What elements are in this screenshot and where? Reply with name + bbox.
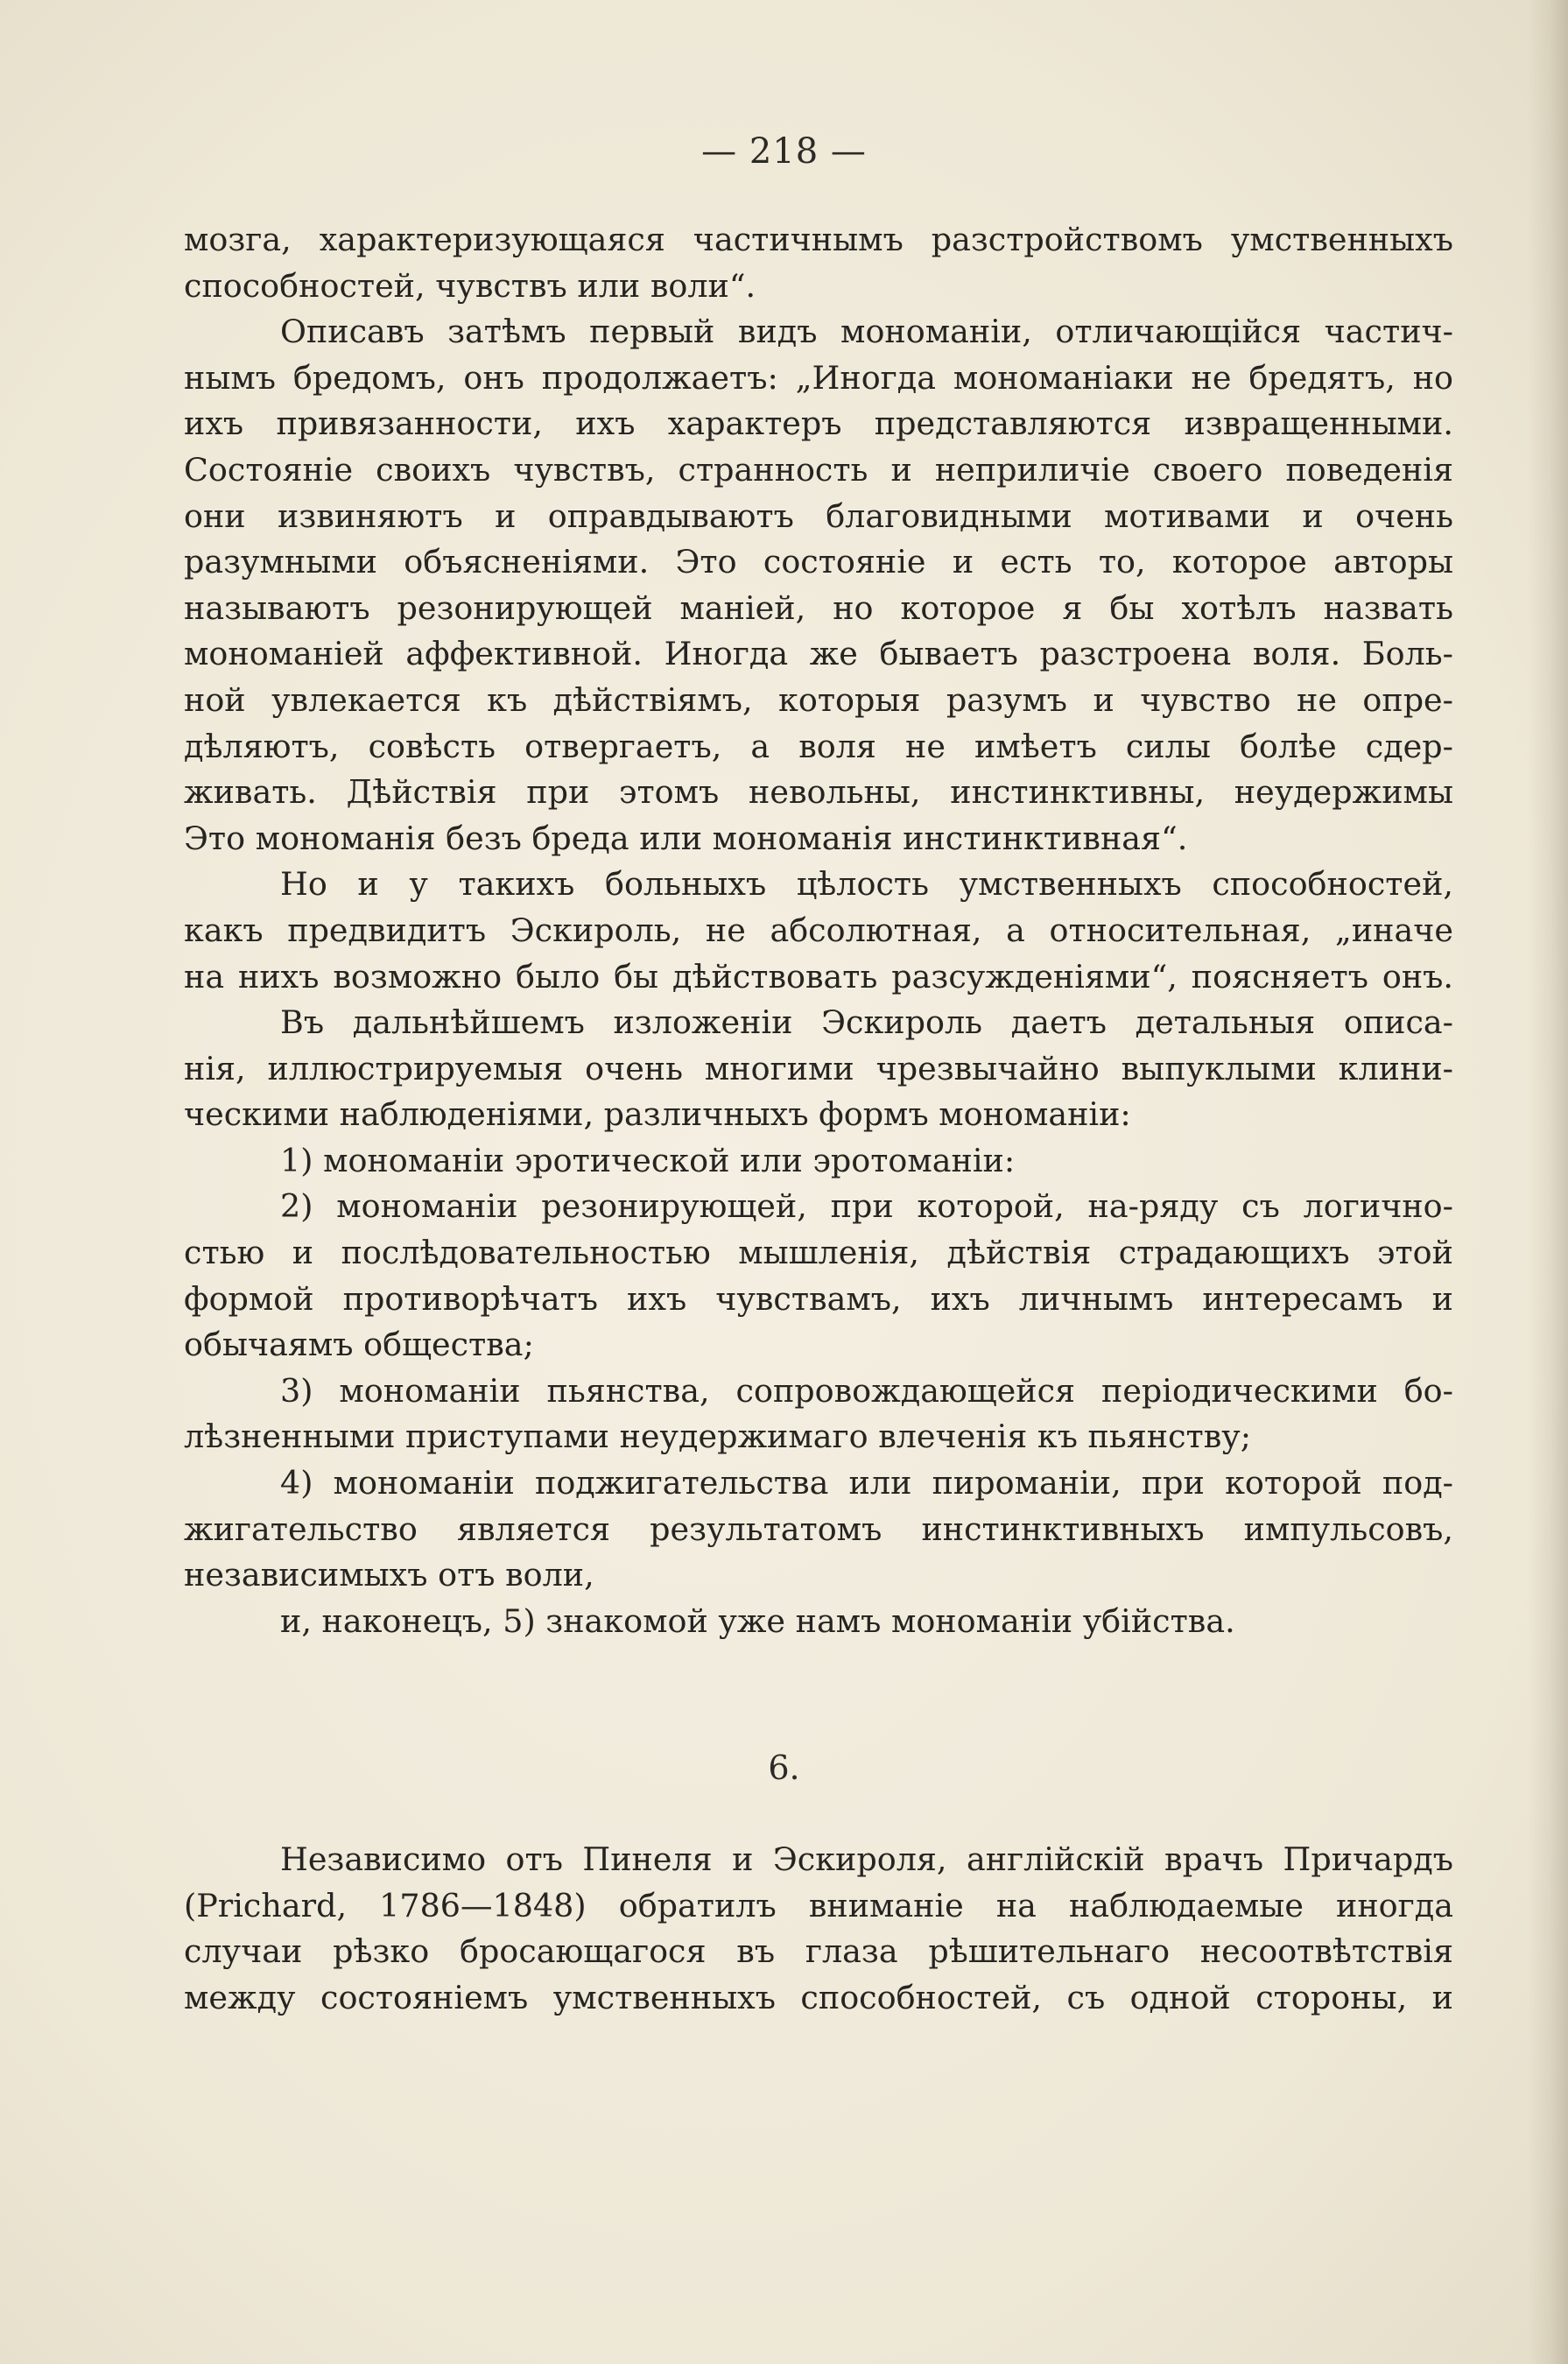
text-line: Но и у такихъ больныхъ цѣлость умственныхъ способностей, bbox=[280, 865, 1453, 904]
text-line: ной увлекается къ дѣйствіямъ, которыя разумъ и чувство не опре- bbox=[184, 680, 1453, 719]
text-line: дѣляютъ, совѣсть отвергаетъ, а воля не имѣетъ силы болѣе сдер- bbox=[184, 727, 1453, 765]
text-line: ихъ привязанности, ихъ характеръ представляются извращенными. bbox=[184, 405, 1453, 443]
text-line: и, наконецъ, 5) знакомой уже намъ мономаніи убійства. bbox=[280, 1601, 1235, 1640]
text-line: живать. Дѣйствія при этомъ невольны, инстинктивны, неудержимы bbox=[184, 773, 1453, 812]
text-line: какъ предвидитъ Эскироль, не абсолютная, а относительная, „иначе bbox=[184, 911, 1453, 949]
text-line: Описавъ затѣмъ первый видъ мономаніи, отличающійся частич- bbox=[280, 313, 1453, 351]
text-line: мозга, характеризующаяся частичнымъ разстройствомъ умственныхъ bbox=[184, 221, 1453, 258]
page-number: — 218 — bbox=[701, 131, 867, 172]
body-text-block bbox=[184, 217, 1453, 1644]
text-line: 1) мономаніи эротической или эротоманіи: bbox=[280, 1141, 1016, 1179]
text-line: формой противорѣчатъ ихъ чувствамъ, ихъ личнымъ интересамъ и bbox=[184, 1279, 1453, 1318]
text-line: мономаніей аффективной. Иногда же бываетъ разстроена воля. Боль- bbox=[184, 635, 1453, 673]
text-line: называютъ резонирующей маніей, но которое я бы хотѣлъ назвать bbox=[184, 588, 1453, 627]
text-line: Это мономанія безъ бреда или мономанія инстинктивная“. bbox=[184, 819, 1188, 857]
text-line: (Prichard, 1786—1848) обратилъ вниманіе на наблюдаемые иногда bbox=[184, 1886, 1453, 1924]
text-line: способностей, чувствъ или воли“. bbox=[184, 266, 756, 305]
text-line: Въ дальнѣйшемъ изложеніи Эскироль даетъ детальныя описа- bbox=[280, 1003, 1453, 1042]
text-line: стью и послѣдовательностью мышленія, дѣйствія страдающихъ этой bbox=[184, 1234, 1453, 1272]
section-text-block bbox=[184, 1837, 1453, 2021]
text-line: обычаямъ общества; bbox=[184, 1326, 534, 1364]
text-line: разумными объясненіями. Это состояніе и есть то, которое авторы bbox=[184, 543, 1453, 581]
text-line: Независимо отъ Пинеля и Эскироля, англійскій врачъ Причардъ bbox=[280, 1840, 1453, 1878]
text-line: 3) мономаніи пьянства, сопровождающейся періодическими бо- bbox=[280, 1371, 1453, 1410]
text-line: они извиняютъ и оправдываютъ благовидными мотивами и очень bbox=[184, 496, 1453, 535]
text-line: лѣзненными приступами неудержимаго влеченія къ пьянству; bbox=[184, 1418, 1252, 1456]
page-edge-shadow bbox=[1528, 0, 1568, 2364]
text-line: случаи рѣзко бросающагося въ глаза рѣшительнаго несоотвѣтствія bbox=[184, 1932, 1453, 1971]
section-number: 6. bbox=[768, 1748, 800, 1787]
text-line: 4) мономаніи поджигательства или пироманіи, при которой под- bbox=[280, 1464, 1453, 1502]
text-line: ческими наблюденіями, различныхъ формъ мономаніи: bbox=[184, 1095, 1131, 1134]
text-line: независимыхъ отъ воли, bbox=[184, 1556, 594, 1594]
text-line: нія, иллюстрируемыя очень многими чрезвычайно выпуклыми клини- bbox=[184, 1049, 1453, 1087]
text-line: жигательство является результатомъ инстинктивныхъ импульсовъ, bbox=[184, 1509, 1453, 1548]
text-line: нымъ бредомъ, онъ продолжаетъ: „Иногда мономаніаки не бредятъ, но bbox=[184, 358, 1453, 397]
text-line: между состояніемъ умственныхъ способностей, съ одной стороны, и bbox=[184, 1978, 1453, 2016]
text-line: Состояніе своихъ чувствъ, странность и неприличіе своего поведенія bbox=[184, 450, 1453, 489]
text-line: на нихъ возможно было бы дѣйствовать разсужденіями“, поясняетъ онъ. bbox=[184, 957, 1453, 996]
text-line: 2) мономаніи резонирующей, при которой, на-ряду съ логично- bbox=[280, 1187, 1453, 1226]
